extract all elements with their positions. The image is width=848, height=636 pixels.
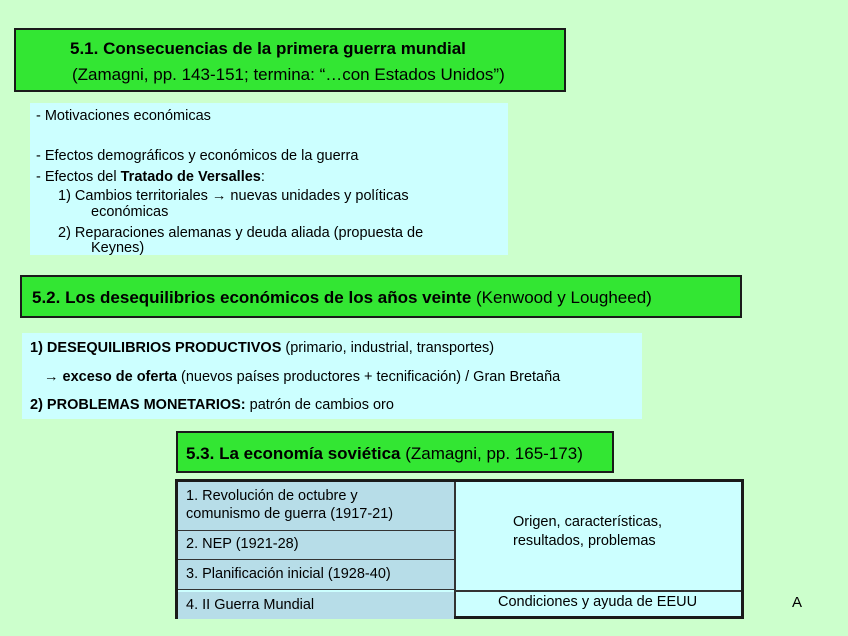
table-row-planning: 3. Planificación inicial (1928-40): [178, 560, 454, 590]
territorial-changes-cont: económicas: [91, 204, 169, 220]
section-3-title: 5.3. La economía soviética (Zamagni, pp. 165-173): [186, 444, 583, 463]
versailles-line: - Efectos del Tratado de Versalles:: [36, 169, 265, 185]
table-row-nep: 2. NEP (1921-28): [178, 531, 454, 560]
table-right-conditions: Condiciones y ayuda de EEUU: [498, 594, 698, 610]
section-1-reference: (Zamagni, pp. 143-151; termina: “…con Estados Unidos”): [72, 65, 505, 84]
effects-line: - Efectos demográficos y económicos de la guerra: [36, 148, 359, 164]
section-2-title: 5.2. Los desequilibrios económicos de los años veinte (Kenwood y Lougheed): [32, 288, 652, 307]
section-1-content: [30, 103, 508, 255]
corner-letter: A: [792, 594, 803, 611]
productive-imbalances-line: 1) DESEQUILIBRIOS PRODUCTIVOS (primario, industrial, transportes): [30, 340, 495, 356]
oversupply-line: → exceso de oferta (nuevos países productores + tecnificación) / Gran Bretaña: [44, 369, 561, 385]
section-2-header: [20, 275, 742, 318]
table-right-summary: Origen, características, resultados, problemas: [513, 514, 663, 549]
section-3-header: [176, 431, 614, 473]
table-row-ww2: 4. II Guerra Mundial: [178, 592, 454, 619]
section-1-header: [14, 28, 566, 92]
soviet-economy-table: [175, 479, 744, 619]
reparations-cont: Keynes): [91, 240, 145, 256]
monetary-problems-line: 2) PROBLEMAS MONETARIOS: patrón de cambios oro: [30, 397, 394, 413]
table-divider: [454, 482, 456, 616]
table-divider: [454, 590, 741, 592]
section-1-title: 5.1. Consecuencias de la primera guerra mundial: [70, 39, 466, 58]
territorial-changes-line: 1) Cambios territoriales → nuevas unidades y políticas: [58, 188, 409, 204]
table-row-revolution: 1. Revolución de octubre y comunismo de guerra (1917-21): [178, 482, 454, 531]
reparations-line: 2) Reparaciones alemanas y deuda aliada (propuesta de: [58, 225, 424, 241]
motivations-line: - Motivaciones económicas: [36, 108, 211, 124]
section-2-content: [22, 333, 642, 419]
